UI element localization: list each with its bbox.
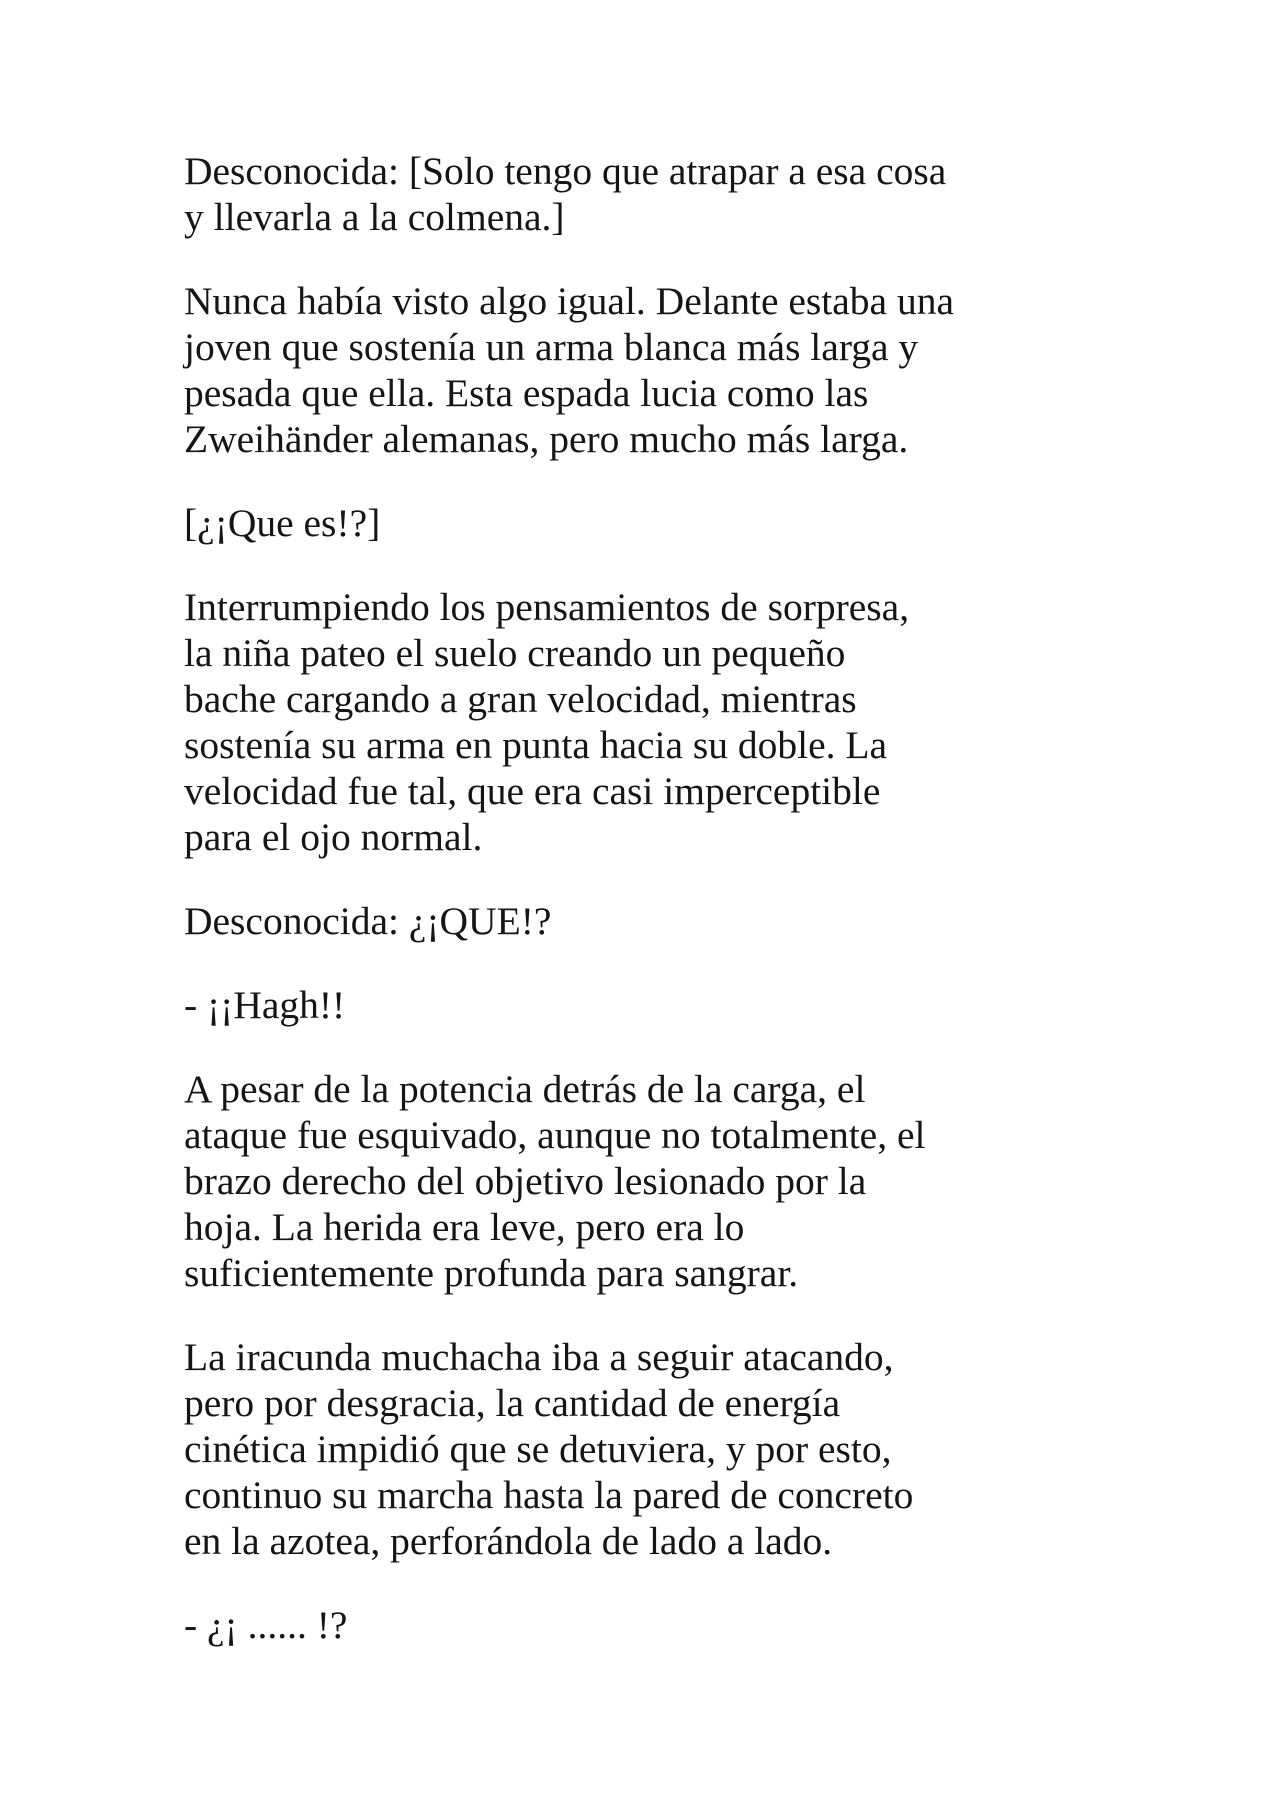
paragraph-8 — [184, 1334, 1124, 1564]
paragraph-1 — [184, 148, 1124, 240]
text-line: velocidad fue tal, que era casi imperceptible — [184, 769, 881, 813]
text-line: Zweihänder alemanas, pero mucho más larga. — [184, 417, 909, 461]
document-page — [184, 148, 1124, 1686]
text-line: para el ojo normal. — [184, 815, 483, 859]
paragraph-2 — [184, 278, 1124, 462]
text-line: la niña pateo el suelo creando un pequeño — [184, 631, 846, 675]
paragraph-7 — [184, 1066, 1124, 1296]
text-line: continuo su marcha hasta la pared de concreto — [184, 1473, 914, 1517]
text-line: - ¡¡Hagh!! — [184, 983, 346, 1027]
text-line: bache cargando a gran velocidad, mientras — [184, 677, 857, 721]
text-line: joven que sostenía un arma blanca más larga y — [184, 325, 919, 369]
paragraph-5 — [184, 898, 1124, 944]
text-line: La iracunda muchacha iba a seguir atacando, — [184, 1335, 894, 1379]
paragraph-4 — [184, 584, 1124, 860]
text-line: suficientemente profunda para sangrar. — [184, 1251, 799, 1295]
text-line: Desconocida: ¿¡QUE!? — [184, 899, 552, 943]
text-line: brazo derecho del objetivo lesionado por la — [184, 1159, 867, 1203]
text-line: A pesar de la potencia detrás de la carga, el — [184, 1067, 866, 1111]
text-line: en la azotea, perforándola de lado a lado. — [184, 1519, 833, 1563]
text-line: pesada que ella. Esta espada lucia como las — [184, 371, 869, 415]
paragraph-3 — [184, 500, 1124, 546]
text-line: Desconocida: [Solo tengo que atrapar a esa cosa — [184, 149, 947, 193]
text-line: cinética impidió que se detuviera, y por esto, — [184, 1427, 892, 1471]
paragraph-6 — [184, 982, 1124, 1028]
text-line: - ¿¡ ...... !? — [184, 1603, 348, 1647]
text-line: y llevarla a la colmena.] — [184, 195, 565, 239]
text-line: Nunca había visto algo igual. Delante estaba una — [184, 279, 954, 323]
text-line: pero por desgracia, la cantidad de energía — [184, 1381, 841, 1425]
text-line: sostenía su arma en punta hacia su doble. La — [184, 723, 888, 767]
text-line: [¿¡Que es!?] — [184, 501, 381, 545]
text-line: ataque fue esquivado, aunque no totalmente, el — [184, 1113, 926, 1157]
paragraph-9 — [184, 1602, 1124, 1648]
text-line: hoja. La herida era leve, pero era lo — [184, 1205, 745, 1249]
text-line: Interrumpiendo los pensamientos de sorpresa, — [184, 585, 910, 629]
